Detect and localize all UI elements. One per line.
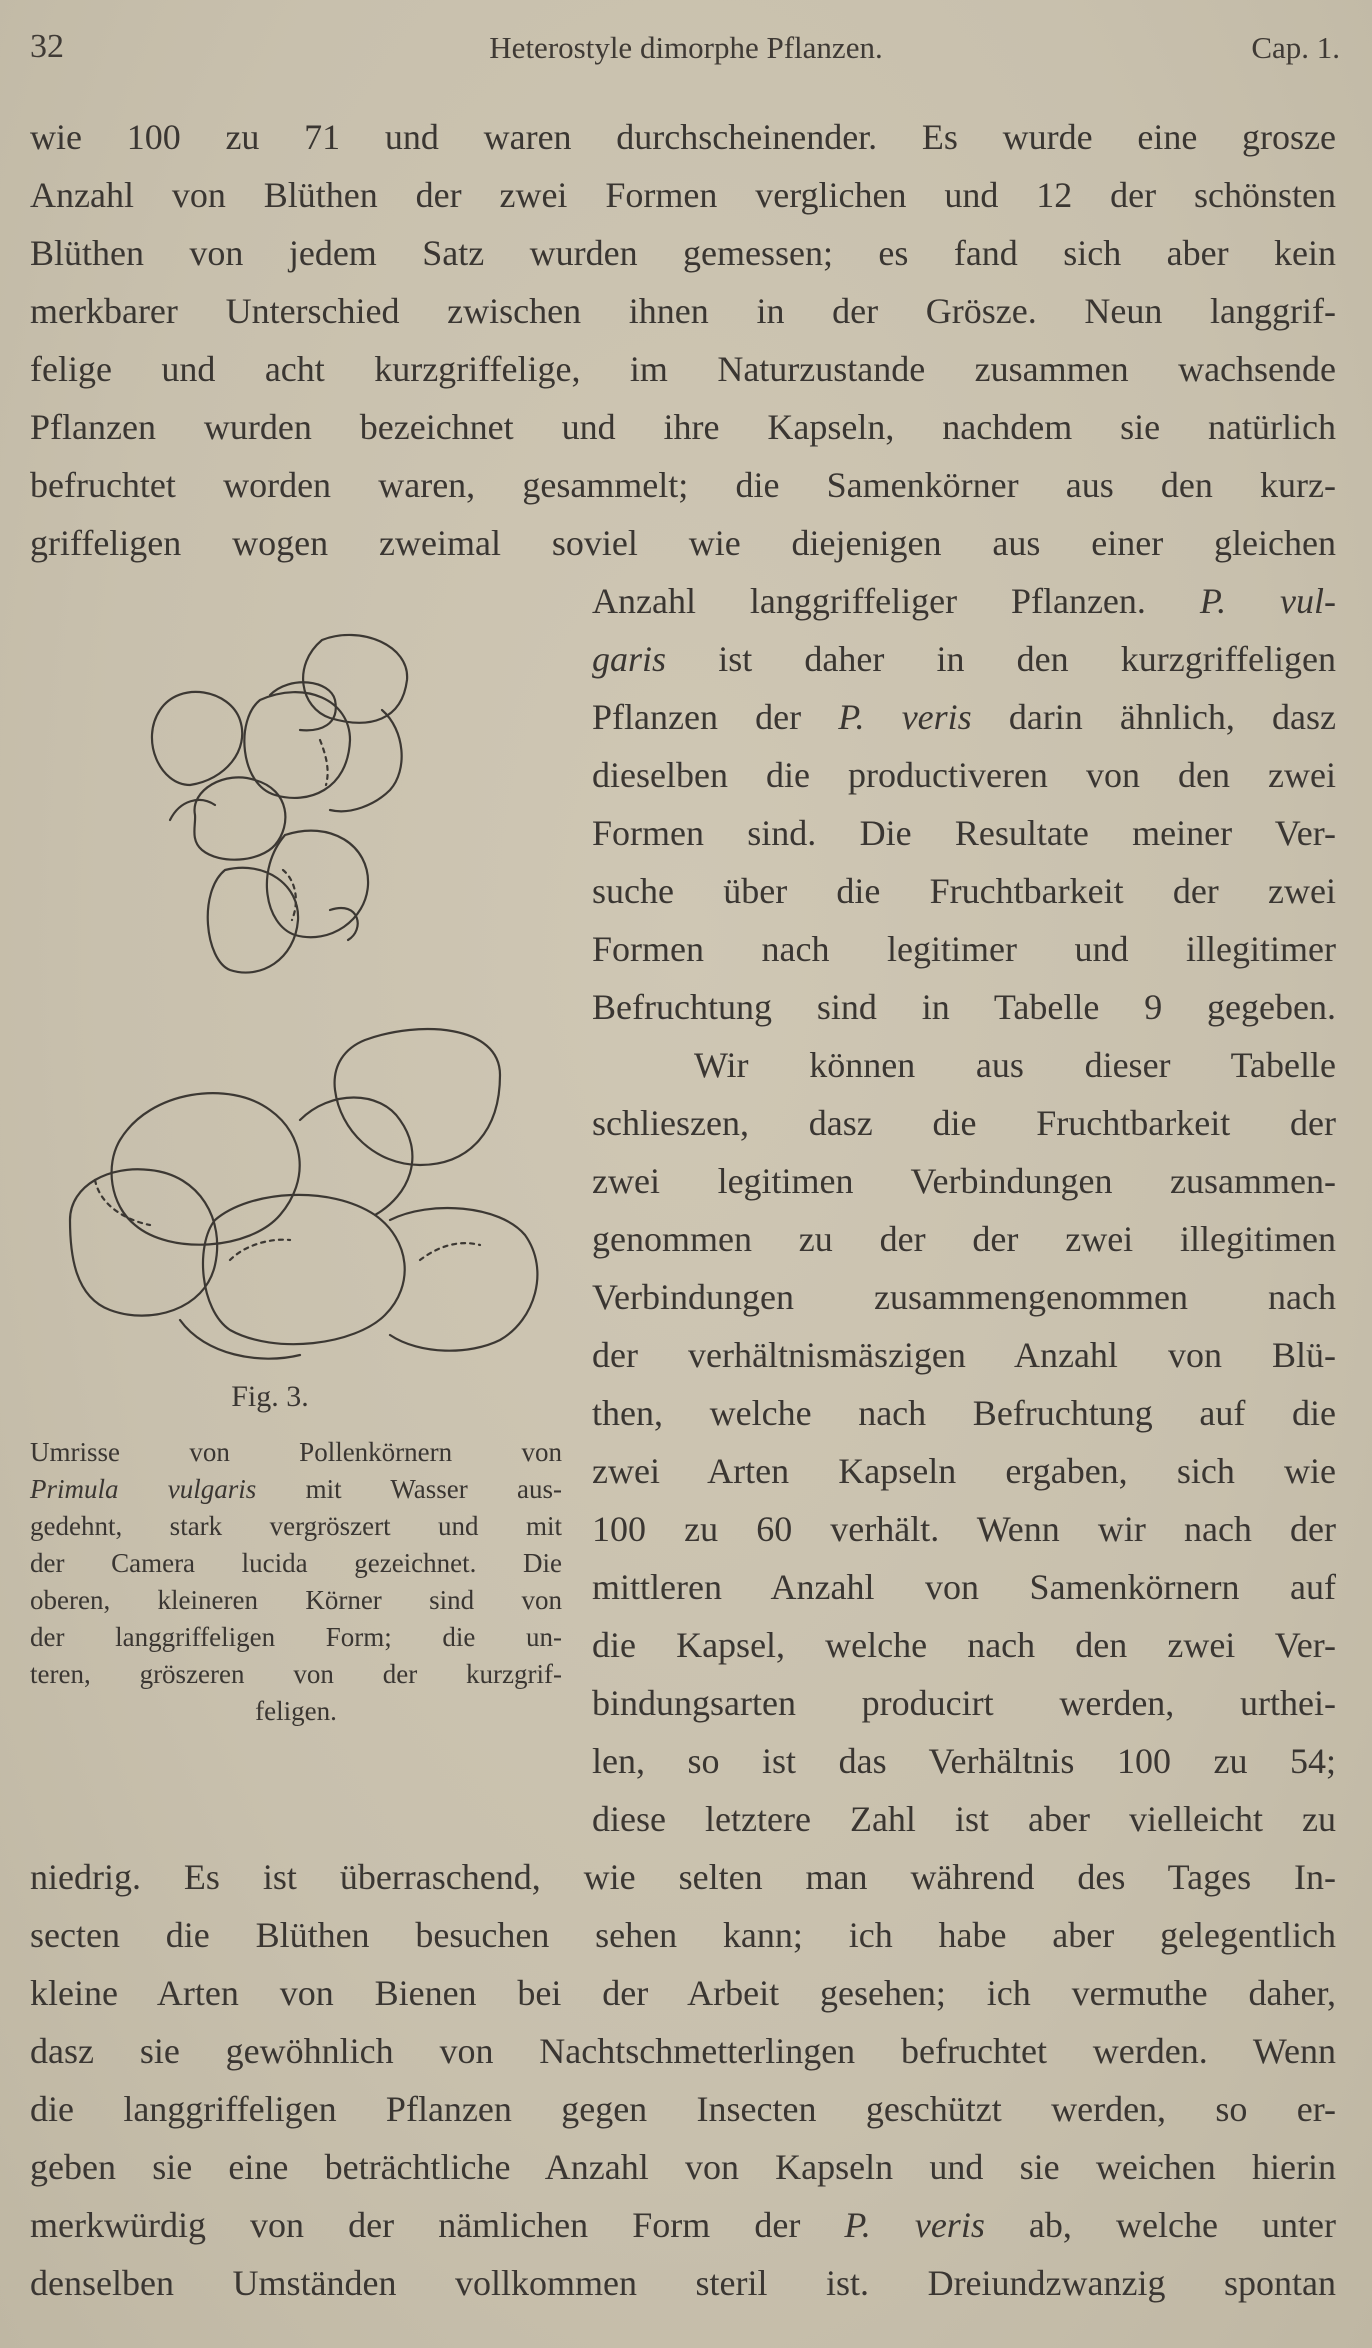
- upper-pollen-grains: [152, 635, 407, 973]
- text-line: merkbarer Unterschied zwischen ihnen in der Grösze. Neun langgrif-: [30, 291, 1336, 331]
- text-line: bindungsarten producirt werden, urthei-: [592, 1683, 1336, 1723]
- lower-pollen-grains: [70, 1029, 537, 1359]
- species-name: Primula vulgaris: [30, 1474, 257, 1504]
- caption-line: teren, gröszeren von der kurzgrif-: [30, 1659, 562, 1689]
- species-name: P. veris: [838, 697, 972, 737]
- text-span: ist daher in den kurzgriffeligen: [718, 639, 1336, 679]
- text-line: niedrig. Es ist überraschend, wie selten man während des Tages In-: [30, 1857, 1336, 1897]
- text-line: [592, 688, 1336, 746]
- text-line: dieselben die productiveren von den zwei: [592, 755, 1336, 795]
- text-line: mittleren Anzahl von Samenkörnern auf: [592, 1567, 1336, 1607]
- text-line: die Kapsel, welche nach den zwei Ver-: [592, 1625, 1336, 1665]
- text-span: darin ähnlich, dasz: [1008, 697, 1336, 737]
- figure-caption: [30, 1434, 562, 1730]
- text-line: denselben Umständen vollkommen steril ist. Dreiundzwanzig spontan: [30, 2263, 1336, 2303]
- text-span: ab, welche unter: [1028, 2205, 1336, 2245]
- species-name: P. veris: [844, 2205, 985, 2245]
- text-line: genommen zu der der zwei illegitimen: [592, 1219, 1336, 1259]
- text-span: Anzahl langgriffeliger Pflanzen.: [592, 581, 1146, 621]
- text-line: Pflanzen wurden bezeichnet und ihre Kapseln, nachdem sie natürlich: [30, 407, 1336, 447]
- text-line: felige und acht kurzgriffelige, im Naturzustande zusammen wachsende: [30, 349, 1336, 389]
- page-number: 32: [30, 28, 64, 65]
- page-header: [30, 28, 1342, 72]
- text-line: [592, 630, 1336, 688]
- pollen-grain-figure: [30, 620, 570, 1390]
- text-line: Befruchtung sind in Tabelle 9 gegeben.: [592, 987, 1336, 1027]
- text-line: Anzahl von Blüthen der zwei Formen verglichen und 12 der schönsten: [30, 175, 1336, 215]
- species-name: P. vul-: [1199, 581, 1337, 621]
- text-line: then, welche nach Befruchtung auf die: [592, 1393, 1336, 1433]
- text-line: secten die Blüthen besuchen sehen kann; ich habe aber gelegentlich: [30, 1915, 1336, 1955]
- text-line: Formen sind. Die Resultate meiner Ver-: [592, 813, 1336, 853]
- caption-line: feligen.: [255, 1696, 337, 1726]
- caption-line: der langgriffeligen Form; die un-: [30, 1622, 562, 1652]
- text-line: der verhältnismäszigen Anzahl von Blü-: [592, 1335, 1336, 1375]
- caption-line: der Camera lucida gezeichnet. Die: [30, 1548, 562, 1578]
- caption-line: gedehnt, stark vergröszert und mit: [30, 1511, 562, 1541]
- text-line: suche über die Fruchtbarkeit der zwei: [592, 871, 1336, 911]
- figure-title: Fig. 3.: [231, 1380, 309, 1413]
- caption-line: Umrisse von Pollenkörnern von: [30, 1437, 562, 1467]
- text-line: len, so ist das Verhältnis 100 zu 54;: [592, 1741, 1336, 1781]
- text-line: kleine Arten von Bienen bei der Arbeit gesehen; ich vermuthe daher,: [30, 1973, 1336, 2013]
- chapter-label: Cap. 1.: [1251, 30, 1340, 65]
- caption-line: oberen, kleineren Körner sind von: [30, 1585, 562, 1615]
- text-line: wie 100 zu 71 und waren durchscheinender. Es wurde eine grosze: [30, 117, 1336, 157]
- text-line: [30, 2196, 1336, 2254]
- text-line: griffeligen wogen zweimal soviel wie diejenigen aus einer gleichen: [30, 523, 1336, 563]
- text-line: Verbindungen zusammengenommen nach: [592, 1277, 1336, 1317]
- text-line: schlieszen, dasz die Fruchtbarkeit der: [592, 1103, 1336, 1143]
- text-line: zwei Arten Kapseln ergaben, sich wie: [592, 1451, 1336, 1491]
- species-name: garis: [592, 639, 667, 679]
- text-line: befruchtet worden waren, gesammelt; die Samenkörner aus den kurz-: [30, 465, 1336, 505]
- text-span: merkwürdig von der nämlichen Form der: [30, 2205, 801, 2245]
- text-line: 100 zu 60 verhält. Wenn wir nach der: [592, 1509, 1336, 1549]
- caption-line: [30, 1471, 562, 1508]
- text-span: Pflanzen der: [592, 697, 802, 737]
- running-title: Heterostyle dimorphe Pflanzen.: [489, 30, 883, 65]
- text-span: mit Wasser aus-: [305, 1474, 562, 1504]
- text-line: geben sie eine beträchtliche Anzahl von Kapseln und sie weichen hierin: [30, 2147, 1336, 2187]
- text-line: Blüthen von jedem Satz wurden gemessen; es fand sich aber kein: [30, 233, 1336, 273]
- text-line: diese letztere Zahl ist aber vielleicht zu: [592, 1799, 1336, 1839]
- text-line: zwei legitimen Verbindungen zusammen-: [592, 1161, 1336, 1201]
- text-line: die langgriffeligen Pflanzen gegen Insecten geschützt werden, so er-: [30, 2089, 1336, 2129]
- text-line: dasz sie gewöhnlich von Nachtschmetterlingen befruchtet werden. Wenn: [30, 2031, 1336, 2071]
- paragraph-start: Wir können aus dieser Tabelle: [694, 1045, 1336, 1085]
- text-line: Formen nach legitimer und illegitimer: [592, 929, 1336, 969]
- text-line: [592, 572, 1336, 630]
